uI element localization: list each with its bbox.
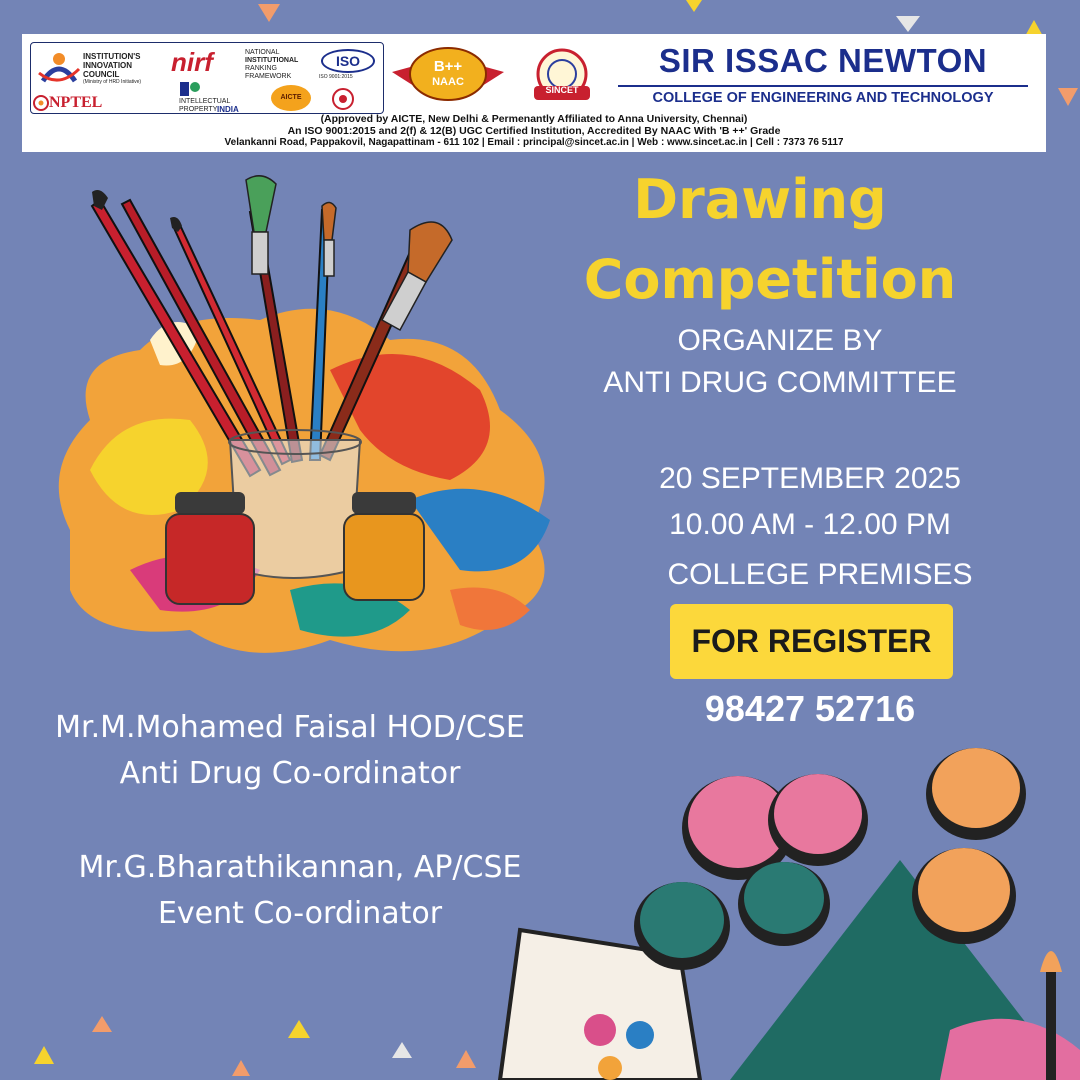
event-date: 20 SEPTEMBER 2025 bbox=[659, 462, 961, 495]
naac-label: NAAC bbox=[432, 76, 464, 88]
coordinator-1-name: Mr.M.Mohamed Faisal HOD/CSE bbox=[55, 710, 525, 745]
coordinator-1-role: Anti Drug Co-ordinator bbox=[119, 756, 461, 791]
paint-palette-illustration bbox=[480, 730, 1080, 1080]
register-button[interactable]: FOR REGISTER bbox=[670, 604, 953, 679]
emblem-icon bbox=[329, 87, 357, 111]
nptel-logo: NPTEL bbox=[49, 94, 103, 111]
confetti-triangle bbox=[392, 1042, 412, 1058]
confetti-triangle bbox=[34, 1046, 54, 1064]
iic-label-1: INSTITUTION'S bbox=[83, 52, 141, 61]
ip-label-3: INDIA bbox=[217, 105, 239, 114]
confetti-triangle bbox=[896, 16, 920, 32]
iso-logo: ISO bbox=[321, 49, 375, 73]
iic-label-2: INNOVATION bbox=[83, 61, 133, 70]
confetti-triangle bbox=[92, 1016, 112, 1032]
coordinator-2-name: Mr.G.Bharathikannan, AP/CSE bbox=[78, 850, 522, 885]
title-competition: Competition bbox=[583, 248, 957, 311]
confetti-triangle bbox=[288, 1020, 310, 1038]
paint-brushes-illustration bbox=[30, 170, 590, 680]
confetti-triangle bbox=[258, 4, 280, 22]
accreditation-logos bbox=[30, 42, 384, 114]
organizer-line-1: ORGANIZE BY bbox=[677, 324, 883, 357]
nirf-logo: nirf bbox=[171, 47, 213, 77]
nirf-label-4: FRAMEWORK bbox=[245, 73, 292, 80]
register-phone[interactable]: 98427 52716 bbox=[704, 688, 916, 729]
confetti-triangle bbox=[456, 1050, 476, 1068]
iic-label-3: COUNCIL bbox=[83, 70, 120, 79]
organizer-line-2: ANTI DRUG COMMITTEE bbox=[603, 366, 957, 399]
iic-logo-icon bbox=[35, 49, 81, 87]
iic-note: (Ministry of HRD Initiative) bbox=[83, 79, 142, 85]
college-name: SIR ISSAC NEWTON bbox=[658, 42, 988, 79]
nptel-emblem-icon bbox=[33, 95, 49, 111]
nirf-label-1: NATIONAL bbox=[245, 49, 280, 56]
aicte-logo: AICTE bbox=[271, 85, 311, 111]
iso-caption: ISO 9001:2015 bbox=[319, 74, 353, 80]
approval-line-2: An ISO 9001:2015 and 2(f) & 12(B) UGC Certified Institution, Accredited By NAAC With 'B ++' Grade bbox=[287, 125, 781, 137]
title-drawing: Drawing bbox=[633, 168, 887, 231]
approval-line-1: (Approved by AICTE, New Delhi & Permenantly Affiliated to Anna University, Chennai) bbox=[320, 113, 748, 125]
sincet-label: SINCET bbox=[545, 85, 579, 95]
confetti-triangle bbox=[686, 0, 702, 12]
nirf-label-2: INSTITUTIONAL bbox=[245, 57, 299, 64]
event-venue: COLLEGE PREMISES bbox=[667, 558, 973, 591]
coordinator-2-role: Event Co-ordinator bbox=[157, 896, 443, 931]
ip-india-icon bbox=[179, 81, 201, 97]
confetti-triangle bbox=[1058, 88, 1078, 106]
header-banner bbox=[22, 34, 1046, 152]
college-subtitle: COLLEGE OF ENGINEERING AND TECHNOLOGY bbox=[618, 85, 1028, 110]
address-line: Velankanni Road, Pappakovil, Nagapattinam - 611 102 | Email : principal@sincet.ac.in | Web : www.sincet.ac.in | Cell : 7373 76 5117 bbox=[224, 137, 844, 148]
event-time: 10.00 AM - 12.00 PM bbox=[669, 508, 951, 541]
ip-label-1: INTELLECTUAL bbox=[179, 98, 231, 105]
ip-label-2: PROPERTY bbox=[179, 106, 218, 113]
confetti-triangle bbox=[232, 1060, 250, 1076]
nirf-label-3: RANKING bbox=[245, 65, 277, 72]
naac-grade: B++ bbox=[433, 58, 463, 75]
